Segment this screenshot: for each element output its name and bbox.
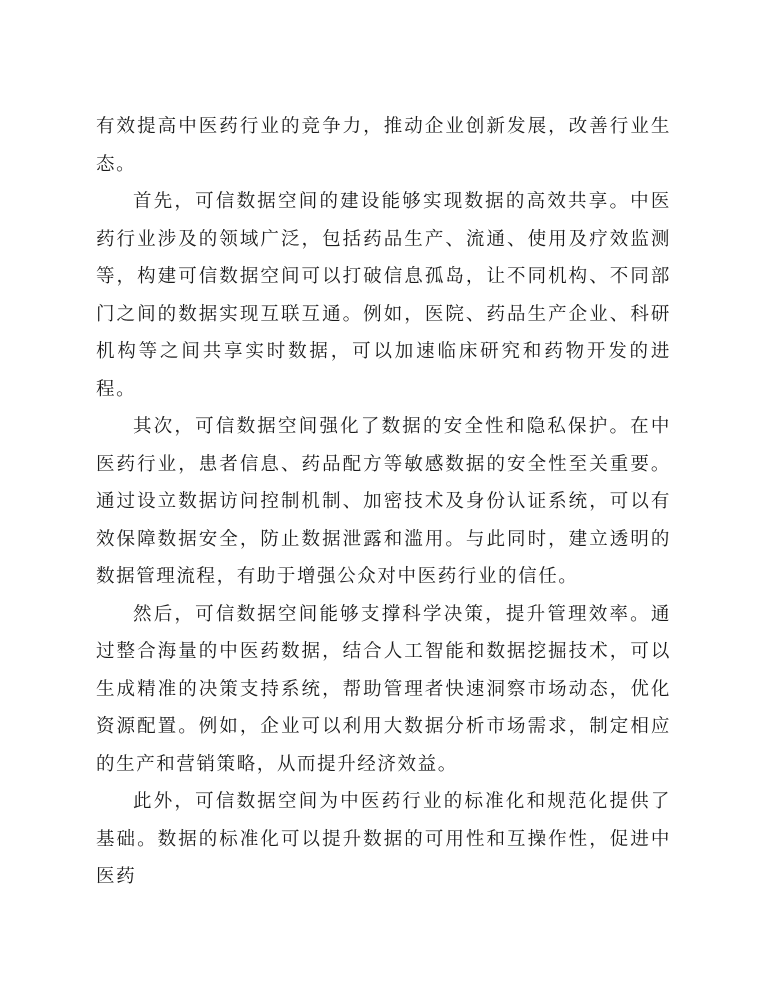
paragraph-data-sharing: 首先，可信数据空间的建设能够实现数据的高效共享。中医药行业涉及的领域广泛，包括药品生产、流通、使用及疗效监测等，构建可信数据空间可以打破信息孤岛，让不同机构、不同部门之间的数据实现互联互通。例如，医院、药品生产企业、科研机构等之间共享实时数据，可以加速临床研究和药物开发的进程。 — [96, 191, 671, 400]
paragraph-standardization: 此外，可信数据空间为中医药行业的标准化和规范化提供了基础。数据的标准化可以提升数据的可用性和互操作性，促进中医药 — [96, 791, 671, 887]
paragraph-data-security: 其次，可信数据空间强化了数据的安全性和隐私保护。在中医药行业，患者信息、药品配方等敏感数据的安全性至关重要。通过设立数据访问控制机制、加密技术及身份认证系统，可以有效保障数据安全，防止数据泄露和滥用。与此同时，建立透明的数据管理流程，有助于增强公众对中医药行业的信任。 — [96, 416, 671, 587]
body-text — [96, 108, 671, 896]
paragraph-continuation: 有效提高中医药行业的竞争力，推动企业创新发展，改善行业生态。 — [96, 116, 671, 175]
paragraph-decision-support: 然后，可信数据空间能够支撑科学决策，提升管理效率。通过整合海量的中医药数据，结合人工智能和数据挖掘技术，可以生成精准的决策支持系统，帮助管理者快速洞察市场动态，优化资源配置。例如，企业可以利用大数据分析市场需求，制定相应的生产和营销策略，从而提升经济效益。 — [96, 603, 671, 775]
